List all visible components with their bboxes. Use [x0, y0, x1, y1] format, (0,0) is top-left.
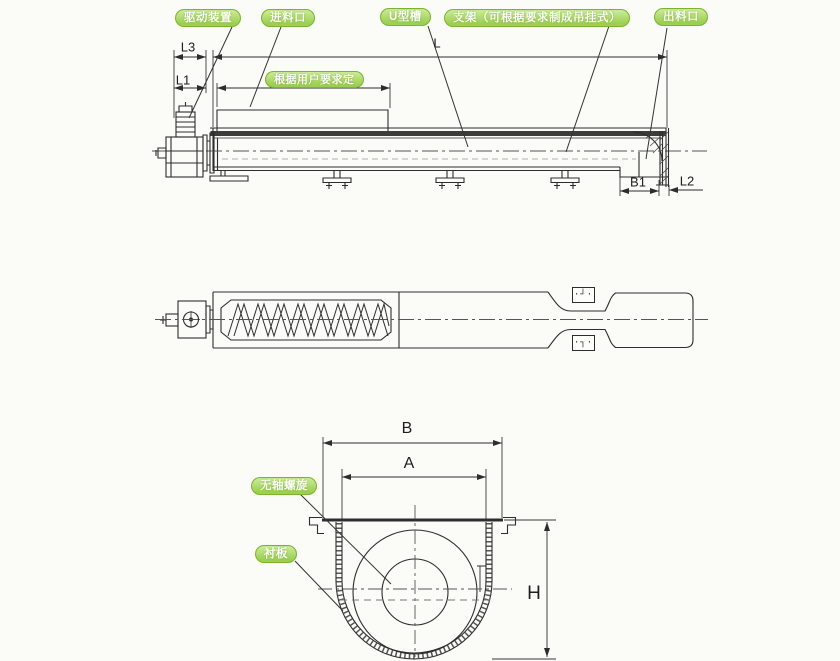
label-shaftless-spiral: 无轴螺旋 — [251, 477, 317, 495]
dim-l2: L2 — [679, 173, 695, 189]
plan-view-drawing — [155, 292, 708, 348]
cross-section-drawing — [310, 437, 557, 659]
support-legs — [210, 170, 579, 189]
label-drive-unit: 驱动装置 — [175, 9, 241, 27]
trough-top-flange — [310, 518, 516, 534]
section-centerlines — [318, 505, 512, 657]
dim-b: B — [401, 420, 413, 437]
label-per-user-requirement: 根据用户要求定 — [265, 71, 364, 88]
label-leader-lines — [189, 26, 667, 611]
label-discharge-outlet: 出料口 — [654, 8, 708, 26]
trough-plan-outline — [213, 292, 693, 348]
side-view-drawing — [152, 50, 707, 196]
screw-spiral — [228, 304, 389, 336]
label-u-trough: U型槽 — [380, 8, 431, 26]
trough-body — [210, 128, 666, 171]
section-marker-top: ·┘· — [572, 287, 595, 303]
label-bracket: 支架（可根据要求制成吊挂式） — [444, 9, 630, 27]
drive-unit — [156, 102, 214, 177]
label-feed-inlet: 进料口 — [261, 9, 315, 27]
label-liner-plate: 衬板 — [255, 545, 297, 563]
dim-l: L — [433, 35, 441, 51]
dim-l1: L1 — [175, 72, 191, 88]
section-marker-bottom: ·┐· — [572, 335, 595, 351]
dim-h: H — [527, 583, 541, 604]
dim-a: A — [403, 455, 415, 472]
dim-l3: L3 — [180, 39, 196, 55]
u-trough-walls — [336, 522, 492, 659]
side-view-extension-lines — [174, 50, 669, 196]
dim-b1: B1 — [630, 174, 646, 190]
